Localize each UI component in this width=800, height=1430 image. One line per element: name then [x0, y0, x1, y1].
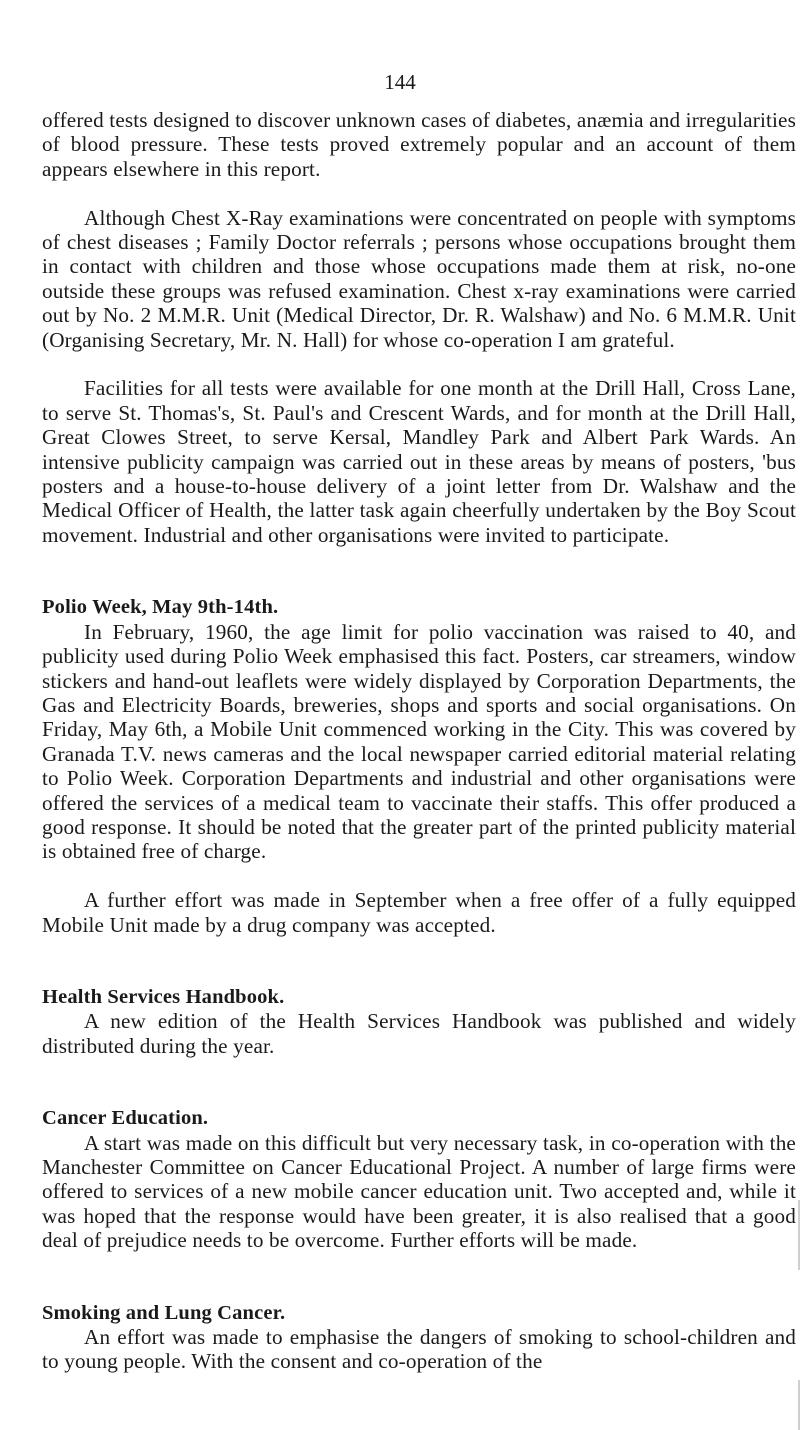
section-heading-handbook: Health Services Handbook.: [42, 985, 285, 1008]
intro-paragraph-1: offered tests designed to discover unknown cases of diabetes, anæmia and irregularities of blood pressure. These tests proved extremely popular and an account of them appears elsewhere in this report.: [42, 108, 797, 181]
smoking-paragraph-1: An effort was made to emphasise the dangers of smoking to school-children and to young people. With the consent and co-operation of the: [42, 1325, 796, 1374]
cancer-paragraph-1: A start was made on this difficult but very necessary task, in co-operation with the Manchester Committee on Cancer Educational Project. A number of large firms were offered to services of a new mobile cancer education unit. Two accepted and, while it was hoped that the response would have been greater, it is also realised that a good deal of prejudice needs to be overcome. Further efforts will be made.: [42, 1130, 796, 1253]
page-number: 144: [384, 70, 416, 94]
handbook-paragraph-1: A new edition of the Health Services Handbook was published and widely distributed during the year.: [42, 1009, 796, 1058]
section-smoking-lung-cancer: [42, 1301, 796, 1374]
section-polio-week: [42, 595, 796, 937]
intro-paragraph-2: Although Chest X-Ray examinations were concentrated on people with symptoms of chest diseases ; Family Doctor referrals ; persons whose occupations brought them in contact with children and those whose occupations made them at risk, no-one outside these groups was refused examination. Chest x-ray examinations were carried out by No. 2 M.M.R. Unit (Medical Director, Dr. R. Walshaw) and No. 6 M.M.R. Unit (Organising Secretary, Mr. N. Hall) for whose co-operation I am grateful.: [42, 205, 796, 352]
section-heading-smoking: Smoking and Lung Cancer.: [42, 1301, 286, 1324]
section-heading-cancer-education: Cancer Education.: [42, 1107, 209, 1130]
page-body: [42, 108, 796, 1374]
intro-paragraph-3: Facilities for all tests were available for one month at the Drill Hall, Cross Lane, to serve St. Thomas's, St. Paul's and Crescent Wards, and for month at the Drill Hall, Great Clowes Street, to serve Kersal, Mandley Park and Albert Park Wards. An intensive publicity campaign was carried out in these areas by means of posters, 'bus posters and a house-to-house delivery of a joint letter from Dr. Walshaw and the Medical Officer of Health, the latter task again cheerfully undertaken by the Boy Scout movement. Industrial and other organisations were invited to participate.: [42, 376, 796, 547]
section-heading-polio-week: Polio Week, May 9th-14th.: [42, 596, 279, 619]
section-cancer-education: [42, 1106, 796, 1252]
polio-paragraph-2: A further effort was made in September when a free offer of a fully equipped Mobile Unit made by a drug company was accepted.: [42, 888, 796, 937]
section-health-services-handbook: [42, 985, 796, 1058]
polio-paragraph-1: In February, 1960, the age limit for polio vaccination was raised to 40, and publicity used during Polio Week emphasised this fact. Posters, car streamers, window stickers and hand-out leaflets were widely displayed by Corporation Departments, the Gas and Electricity Boards, breweries, shops and sports and social organisations. On Friday, May 6th, a Mobile Unit commenced working in the City. This was covered by Granada T.V. news cameras and the local newspaper carried editorial material relating to Polio Week. Corporation Departments and industrial and other organisations were offered the services of a medical team to vaccinate their staffs. This offer produced a good response. It should be noted that the greater part of the printed publicity material is obtained free of charge.: [42, 619, 796, 864]
